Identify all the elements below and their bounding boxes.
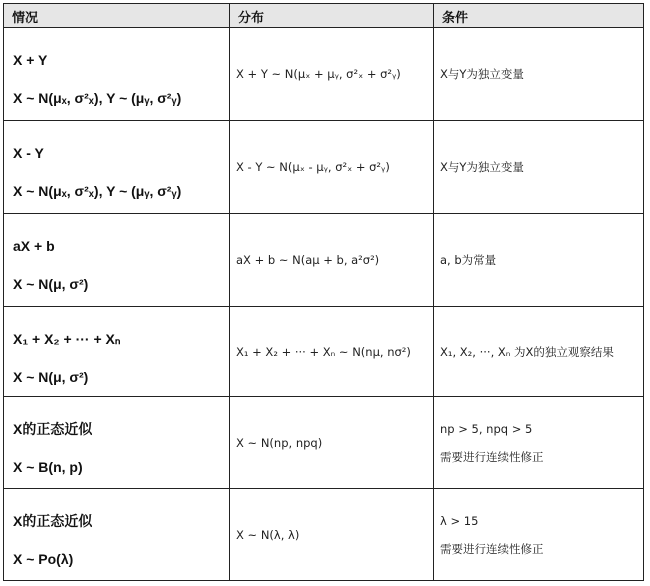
condition-text: np > 5, npq > 5	[440, 421, 533, 436]
situation-expression: X₁ + X₂ + ··· + Xₙ	[13, 331, 121, 347]
condition-note: 需要进行连续性修正	[440, 541, 544, 556]
distribution-text: aX + b ~ N(aμ + b, a²σ²)	[236, 253, 380, 267]
table-row	[4, 28, 644, 121]
situation-cell	[4, 214, 230, 307]
situation-assumption: X ~ N(μ, σ²)	[13, 276, 89, 292]
condition-cell	[434, 489, 644, 581]
situation-assumption: X ~ N(μₓ, σ²ₓ), Y ~ (μᵧ, σ²ᵧ)	[13, 183, 182, 199]
table-row	[4, 397, 644, 489]
condition-note: 需要进行连续性修正	[440, 449, 544, 464]
distribution-cell	[230, 214, 434, 307]
distribution-table	[3, 3, 644, 581]
condition-text: X与Y为独立变量	[440, 67, 524, 81]
situation-cell	[4, 307, 230, 397]
situation-cell	[4, 397, 230, 489]
header-row	[4, 4, 644, 28]
situation-cell	[4, 489, 230, 581]
distribution-text: X ~ N(λ, λ)	[236, 527, 300, 542]
situation-expression: aX + b	[13, 238, 55, 254]
table-row	[4, 307, 644, 397]
distribution-cell	[230, 28, 434, 121]
situation-assumption: X ~ B(n, p)	[13, 459, 83, 475]
condition-cell	[434, 28, 644, 121]
header-situation: 情况	[4, 4, 230, 28]
situation-expression: X的正态近似	[13, 513, 93, 529]
condition-cell	[434, 121, 644, 214]
situation-assumption: X ~ N(μ, σ²)	[13, 369, 89, 385]
distribution-text: X₁ + X₂ + ··· + Xₙ ~ N(nμ, nσ²)	[236, 344, 411, 359]
table-row	[4, 489, 644, 581]
situation-cell	[4, 121, 230, 214]
distribution-text: X - Y ~ N(μₓ - μᵧ, σ²ₓ + σ²ᵧ)	[236, 160, 390, 174]
situation-assumption: X ~ N(μₓ, σ²ₓ), Y ~ (μᵧ, σ²ᵧ)	[13, 90, 182, 106]
condition-cell	[434, 214, 644, 307]
distribution-text: X + Y ~ N(μₓ + μᵧ, σ²ₓ + σ²ᵧ)	[236, 67, 401, 81]
situation-expression: X + Y	[13, 52, 48, 68]
condition-cell	[434, 397, 644, 489]
condition-text: a, b为常量	[440, 253, 497, 267]
situation-expression: X的正态近似	[13, 421, 93, 437]
condition-cell	[434, 307, 644, 397]
distribution-text: X ~ N(np, npq)	[236, 435, 323, 450]
condition-text: X₁, X₂, ···, Xₙ 为X的独立观察结果	[440, 344, 614, 359]
situation-assumption: X ~ Po(λ)	[13, 551, 74, 567]
situation-expression: X - Y	[13, 145, 44, 161]
condition-text: λ > 15	[440, 513, 479, 528]
condition-text: X与Y为独立变量	[440, 160, 524, 174]
situation-cell	[4, 28, 230, 121]
header-condition: 条件	[434, 4, 644, 28]
header-distribution: 分布	[230, 4, 434, 28]
distribution-cell	[230, 489, 434, 581]
table-row	[4, 121, 644, 214]
distribution-cell	[230, 397, 434, 489]
table-row	[4, 214, 644, 307]
distribution-cell	[230, 121, 434, 214]
distribution-cell	[230, 307, 434, 397]
